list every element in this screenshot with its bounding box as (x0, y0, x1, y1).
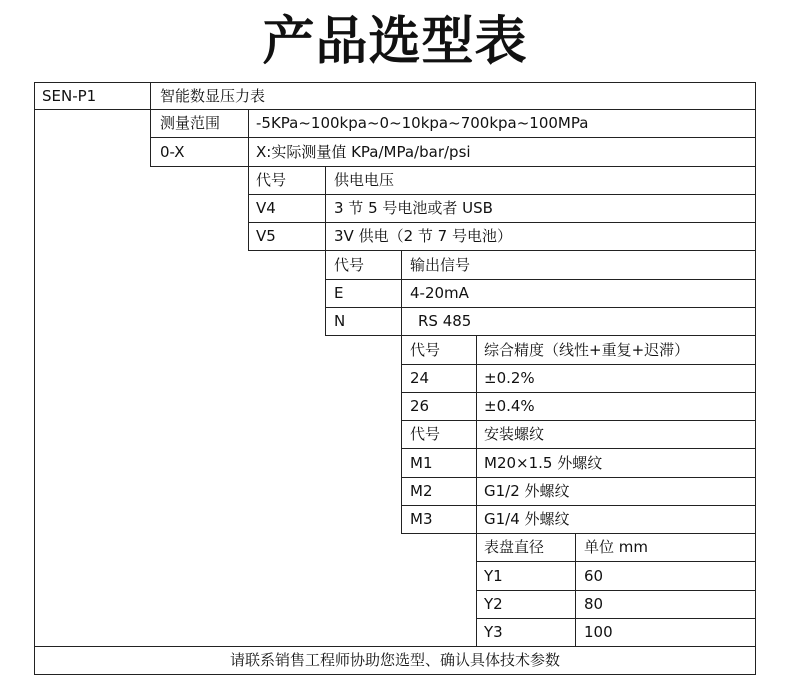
range-value: -5KPa~100kpa~0~10kpa~700kpa~100MPa (256, 114, 589, 132)
row-divider (401, 505, 756, 506)
power-code: V4 (256, 199, 276, 217)
model-code: SEN-P1 (42, 87, 97, 105)
table-border-left (34, 82, 35, 675)
power-code: V5 (256, 227, 276, 245)
row-divider (325, 279, 756, 280)
table-border-right (755, 82, 756, 675)
col-divider (401, 250, 402, 534)
thread-value: G1/4 外螺纹 (484, 510, 570, 528)
output-code: E (334, 284, 344, 302)
thread-value: G1/2 外螺纹 (484, 482, 570, 500)
dial-code: Y3 (484, 623, 503, 641)
power-header-code: 代号 (256, 171, 287, 189)
output-header-label: 输出信号 (410, 256, 471, 274)
row-divider (325, 307, 756, 308)
dial-code: Y2 (484, 595, 503, 613)
output-code: N (334, 312, 346, 330)
row-divider (401, 420, 756, 421)
dial-value: 60 (584, 567, 604, 585)
dial-header-label: 表盘直径 (484, 538, 545, 556)
power-header-label: 供电电压 (334, 171, 395, 189)
range-label: 测量范围 (160, 114, 221, 132)
thread-value: M20×1.5 外螺纹 (484, 454, 603, 472)
row-divider (150, 166, 756, 167)
accuracy-code: 26 (410, 397, 430, 415)
row-divider (401, 392, 756, 393)
row-divider (401, 477, 756, 478)
col-divider (575, 533, 576, 647)
row-divider (476, 590, 756, 591)
col-divider (476, 335, 477, 647)
thread-header-label: 安装螺纹 (484, 425, 545, 443)
accuracy-header-label: 综合精度（线性+重复+迟滞） (484, 341, 690, 359)
thread-code: M1 (410, 454, 433, 472)
row-divider (476, 618, 756, 619)
output-value: 4-20mA (410, 284, 469, 302)
range-code: 0-X (160, 143, 185, 161)
col-divider (248, 109, 249, 251)
page-title: 产品选型表 (262, 12, 528, 72)
output-value: RS 485 (418, 312, 472, 330)
row-divider (401, 364, 756, 365)
dial-value: 100 (584, 623, 613, 641)
accuracy-value: ±0.4% (484, 397, 535, 415)
dial-code: Y1 (484, 567, 503, 585)
col-divider (150, 82, 151, 167)
row-divider (476, 561, 756, 562)
dial-header-unit: 单位 mm (584, 538, 648, 556)
thread-header-code: 代号 (410, 425, 441, 443)
product-name: 智能数显压力表 (160, 87, 266, 105)
output-header-code: 代号 (334, 256, 365, 274)
row-divider (401, 533, 756, 534)
power-value: 3V 供电（2 节 7 号电池） (334, 227, 512, 245)
thread-code: M3 (410, 510, 433, 528)
dial-value: 80 (584, 595, 604, 613)
thread-code: M2 (410, 482, 433, 500)
range-desc: X:实际测量值 KPa/MPa/bar/psi (256, 143, 471, 161)
power-value: 3 节 5 号电池或者 USB (334, 199, 493, 217)
col-divider (325, 166, 326, 336)
accuracy-value: ±0.2% (484, 369, 535, 387)
footer-note: 请联系销售工程师协助您选型、确认具体技术参数 (229, 651, 560, 669)
table-border-top (34, 82, 756, 83)
accuracy-code: 24 (410, 369, 430, 387)
accuracy-header-code: 代号 (410, 341, 441, 359)
table-border-bottom (34, 674, 756, 675)
